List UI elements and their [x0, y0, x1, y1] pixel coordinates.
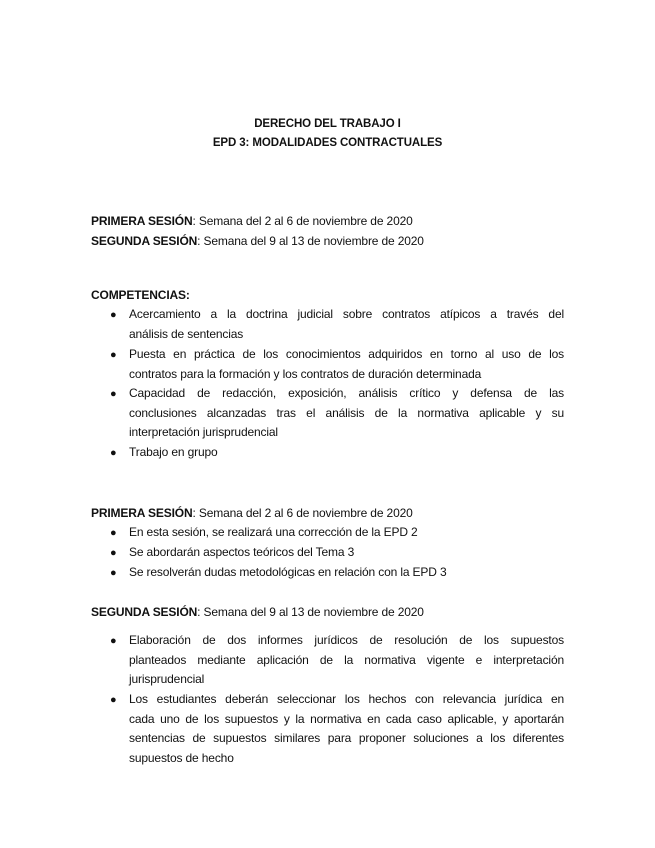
competencia-line: Capacidad de redacción, exposición, análisis crítico y defensa de las	[129, 386, 564, 400]
competencia-item	[129, 345, 564, 384]
bullet-icon: ●	[110, 447, 117, 459]
segunda-session-heading	[91, 605, 424, 619]
bullet-icon: ●	[110, 635, 117, 647]
competencia-line: conclusiones alcanzadas tras el análisis de la normativa aplicable y su	[129, 405, 564, 420]
competencia-item	[129, 305, 564, 344]
competencia-item	[129, 443, 564, 463]
segunda-line: sentencias de supuestos similares para proponer soluciones a los diferentes	[129, 731, 564, 746]
bullet-icon: ●	[110, 349, 117, 361]
segunda-item	[129, 631, 564, 690]
intro-second-session-label: SEGUNDA SESIÓN	[91, 234, 198, 248]
competencia-line: Acercamiento a la doctrina judicial sobre contratos atípicos a través del	[129, 307, 564, 321]
primera-line: Se abordarán aspectos teóricos del Tema 3	[129, 545, 355, 559]
primera-session-heading	[91, 506, 413, 520]
document-subtitle: EPD 3: MODALIDADES CONTRACTUALES	[212, 137, 443, 149]
bullet-icon: ●	[110, 567, 117, 579]
competencia-line: análisis de sentencias	[129, 326, 244, 341]
bullet-icon: ●	[110, 547, 117, 559]
intro-first-session-dates: : Semana del 2 al 6 de noviembre de 2020	[192, 214, 413, 228]
segunda-line: planteados mediante aplicación de la normativa vigente e interpretación	[129, 652, 564, 667]
segunda-item	[129, 690, 564, 768]
document-title: DERECHO DEL TRABAJO I	[254, 118, 401, 130]
competencias-heading: COMPETENCIAS:	[91, 288, 190, 302]
primera-item	[129, 523, 564, 543]
intro-first-session	[91, 214, 413, 228]
competencia-line: interpretación jurisprudencial	[129, 425, 278, 440]
segunda-line: cada uno de los supuestos y la normativa en cada caso aplicable, y aportarán	[129, 711, 564, 726]
bullet-icon: ●	[110, 388, 117, 400]
bullet-icon: ●	[110, 527, 117, 539]
primera-item	[129, 563, 564, 583]
primera-line: Se resolverán dudas metodológicas en relación con la EPD 3	[129, 565, 447, 579]
segunda-session-dates: : Semana del 9 al 13 de noviembre de 2020	[197, 605, 424, 619]
competencia-line: Puesta en práctica de los conocimientos adquiridos en torno al uso de los	[129, 347, 564, 361]
segunda-session-label: SEGUNDA SESIÓN	[91, 605, 198, 619]
competencia-line: Trabajo en grupo	[129, 445, 218, 459]
bullet-icon: ●	[110, 309, 117, 321]
primera-session-label: PRIMERA SESIÓN	[91, 506, 193, 520]
competencia-line: contratos para la formación y los contratos de duración determinada	[129, 366, 482, 381]
segunda-line: Elaboración de dos informes jurídicos de resolución de los supuestos	[129, 633, 564, 647]
bullet-icon: ●	[110, 694, 117, 706]
intro-second-session	[91, 234, 424, 248]
primera-item	[129, 543, 564, 563]
primera-line: En esta sesión, se realizará una corrección de la EPD 2	[129, 525, 418, 539]
competencia-item	[129, 384, 564, 443]
segunda-line: Los estudiantes deberán seleccionar los hechos con relevancia jurídica en	[129, 692, 564, 706]
primera-session-dates: : Semana del 2 al 6 de noviembre de 2020	[192, 506, 413, 520]
segunda-line: jurisprudencial	[129, 672, 205, 687]
intro-second-session-dates: : Semana del 9 al 13 de noviembre de 2020	[197, 234, 424, 248]
segunda-line: supuestos de hecho	[129, 750, 234, 765]
intro-first-session-label: PRIMERA SESIÓN	[91, 214, 193, 228]
